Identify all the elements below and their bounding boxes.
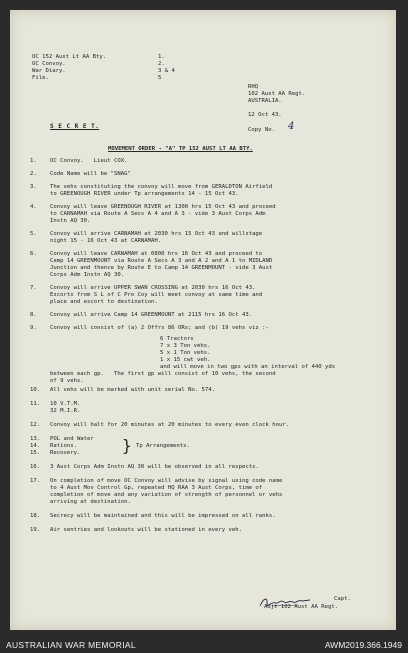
paragraph-line: Convoy will leave CARNAMAH at 0800 hrs 16 Oct 43 and proceed to [50,251,263,257]
paragraph-line: Convoy will arrive UPPER SWAN CROSSING at 2030 hrs 16 Oct 43. [50,285,256,291]
paragraph-line: Rations. [50,443,77,449]
address-line-3: AUSTRALIA. [248,98,282,104]
footer-bar [0,630,408,653]
address-line-2: 102 Aust AA Regt. [248,91,306,97]
document-date: 12 Oct 43. [248,112,282,118]
footer-accession-number: AWM2019.366.1949 [324,640,402,650]
footer-institution: AUSTRALIAN WAR MEMORIAL [6,640,136,650]
paragraph-line: completion of move and any variation of strength of personnel or vehs [50,492,283,498]
paragraph-line: Convoy will consist of (a) 2 Offrs 86 ORs; and (b) 19 vehs viz :- [50,325,269,331]
paragraph-number: 17. [30,478,41,484]
distribution-to-3: War Diary. [32,68,66,74]
paragraph-line: 32 M.I.R. [50,408,81,414]
paragraph-number: 12. [30,422,41,428]
paragraph-line: arriving at destination. [50,499,131,505]
copy-number-handwritten: 4 [288,121,295,132]
classification-secret: S E C R E T. [50,123,100,130]
paragraph-number: 13. [30,436,41,442]
distribution-to-2: OC Convoy. [32,61,66,67]
paragraph-number: 3. [30,184,37,190]
paragraph-line: On completion of move OC Convoy will advise by signal using code name [50,478,283,484]
document-title: MOVEMENT ORDER - "A" TP 152 AUST LT AA BTY. [108,146,253,152]
paragraph-number: 5. [30,231,37,237]
paragraph-line: 3 Aust Corps Adm Instn AQ 30 will be observed in all respects. [50,464,259,470]
paragraph-line: Corps Adm Instn AQ 30. [50,272,125,278]
paragraph-line: Convoy will arrive Camp 14 GREENMOUNT at 2115 hrs 16 Oct 43. [50,312,253,318]
paragraph-number: 10. [30,387,41,393]
brace-glyph: } [122,436,132,455]
paragraph-line: and will move in two gps with an interval of 440 yds [160,364,336,370]
paragraph-number: 15. [30,450,41,456]
copy-number-label: Copy No. [248,127,275,133]
vehicle-entry: 7 x 3 Ton vehs. [160,343,211,349]
vehicle-entry: 6 Tractors [160,336,194,342]
paragraph-line: Convoy will arrive CARNAMAH at 2030 hrs 15 Oct 43 and willstage [50,231,263,237]
paragraph-number: 16. [30,464,41,470]
distribution-copy-3: 3 & 4 [158,68,175,74]
paragraph-line: All vehs will be marked with unit serial No. 574. [50,387,216,393]
paragraph-number: 18. [30,513,41,519]
paragraph-line: between each gp. The first gp will consist of 10 vehs, the second [50,371,276,377]
distribution-to-1: OC 152 Aust Lt AA Bty. [32,54,107,60]
paragraph-line: to GREENOUGH RIVER under Tp arrangements 14 - 15 Oct 43. [50,191,239,197]
paragraph-line: Air sentries and lookouts will be stationed in every veh. [50,527,242,533]
paragraph-line: of 9 vehs. [50,378,84,384]
distribution-copy-4: 5 [158,75,162,81]
distribution-copy-2: 2. [158,61,165,67]
paragraph-line: Convoy will leave GREENOUGH RIVER at 1300 hrs 15 Oct 43 and proceed [50,204,276,210]
paragraph-number: 8. [30,312,37,318]
paragraph-line: Instn AQ 30. [50,218,91,224]
signature-rank: Capt. [334,596,351,602]
paragraph-line: Convoy will halt for 20 minutes at 20 minutes to every even clock hour. [50,422,290,428]
paragraph-number: 11. [30,401,41,407]
distribution-copy-1: 1. [158,54,165,60]
paragraph-line: Code Name will be "SNAG" [50,171,131,177]
paragraph-line: 10 V.T.M. [50,401,81,407]
paragraph-line: OC Convoy. Lieut COX. [50,158,128,164]
document-page [10,10,396,630]
paragraph-line: The vehs constituting the convoy will move from GERALDTON Airfield [50,184,273,190]
paragraph-line: Camp 14 GREENMOUNT via Route A Secs A 3 and A 2 and A 1 to MIDLAND [50,258,273,264]
paragraph-line: place and escort to destination. [50,299,158,305]
paragraph-line: to CARNAMAH via Route A Secs A 4 and A 3 - vide 3 Aust Corps Adm [50,211,266,217]
paragraph-number: 1. [30,158,37,164]
paragraph-number: 4. [30,204,37,210]
paragraph-line: Secrecy will be maintained and this will be impressed on all ranks. [50,513,276,519]
tp-arrangements-note: Tp Arrangements. [136,443,190,449]
paragraph-number: 2. [30,171,37,177]
vehicle-entry: 5 x 1 Ton vehs. [160,350,211,356]
paragraph-line: Junction and thence by Route E to Camp 14 GREENMOUNT - vide 3 Aust [50,265,273,271]
paragraph-number: 19. [30,527,41,533]
paragraph-number: 9. [30,325,37,331]
signature-title: Adjt 102 Aust AA Regt. [264,604,339,610]
paragraph-line: night 15 - 16 Oct 43 at CARNAMAH. [50,238,162,244]
paragraph-number: 14. [30,443,41,449]
paragraph-line: Recovery. [50,450,81,456]
paragraph-line: to 4 Aust Mov Control Gp, repeated HQ RAA 3 Aust Corps, time of [50,485,263,491]
address-line-1: RHQ [248,84,259,90]
paragraph-number: 6. [30,251,37,257]
paragraph-line: POL and Water [50,436,94,442]
vehicle-entry: 1 x 15 cwt veh. [160,357,211,363]
paragraph-number: 7. [30,285,37,291]
paragraph-line: Escorts from S L of C Pro Coy will meet convoy at same time and [50,292,263,298]
distribution-to-4: File. [32,75,49,81]
